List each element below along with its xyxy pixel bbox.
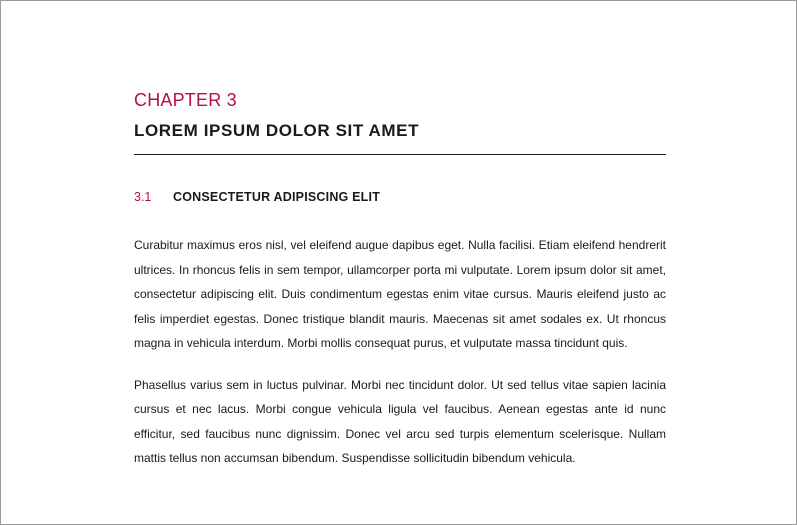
- page-content: [134, 87, 666, 471]
- section-number: 3.1: [134, 190, 152, 204]
- section-title: CONSECTETUR ADIPISCING ELIT: [173, 190, 381, 204]
- chapter-divider: [134, 154, 666, 155]
- body-paragraph-1: Curabitur maximus eros nisl, vel eleifend augue dapibus eget. Nulla facilisi. Etiam eleifend hendrerit ultrices. In rhoncus felis in sem tempor, ullamcorper porta mi vulputate. Lorem ipsum dolor sit amet, consectetur adipiscing elit. Duis condimentum egestas enim vitae cursus. Mauris eleifend justo ac felis imperdiet egestas. Donec tristique blandit mauris. Maecenas sit amet sodales ex. Ut rhoncus magna in vehicula interdum. Morbi mollis consequat purus, et vulputate massa tincidunt quis.: [134, 238, 666, 350]
- chapter-title: LOREM IPSUM DOLOR SIT AMET: [134, 121, 420, 140]
- chapter-label: CHAPTER 3: [134, 90, 237, 110]
- body-paragraph-2: Phasellus varius sem in luctus pulvinar. Morbi nec tincidunt dolor. Ut sed tellus vitae sapien lacinia cursus et nec lacus. Morbi congue vehicula ligula vel faucibus. Aenean egestas ante id nunc efficitur, sed faucibus nunc dignissim. Donec vel arcu sed turpis elementum scelerisque. Nullam mattis tellus non accumsan bibendum. Suspendisse sollicitudin bibendum vehicula.: [134, 377, 666, 465]
- section-heading: [134, 188, 666, 206]
